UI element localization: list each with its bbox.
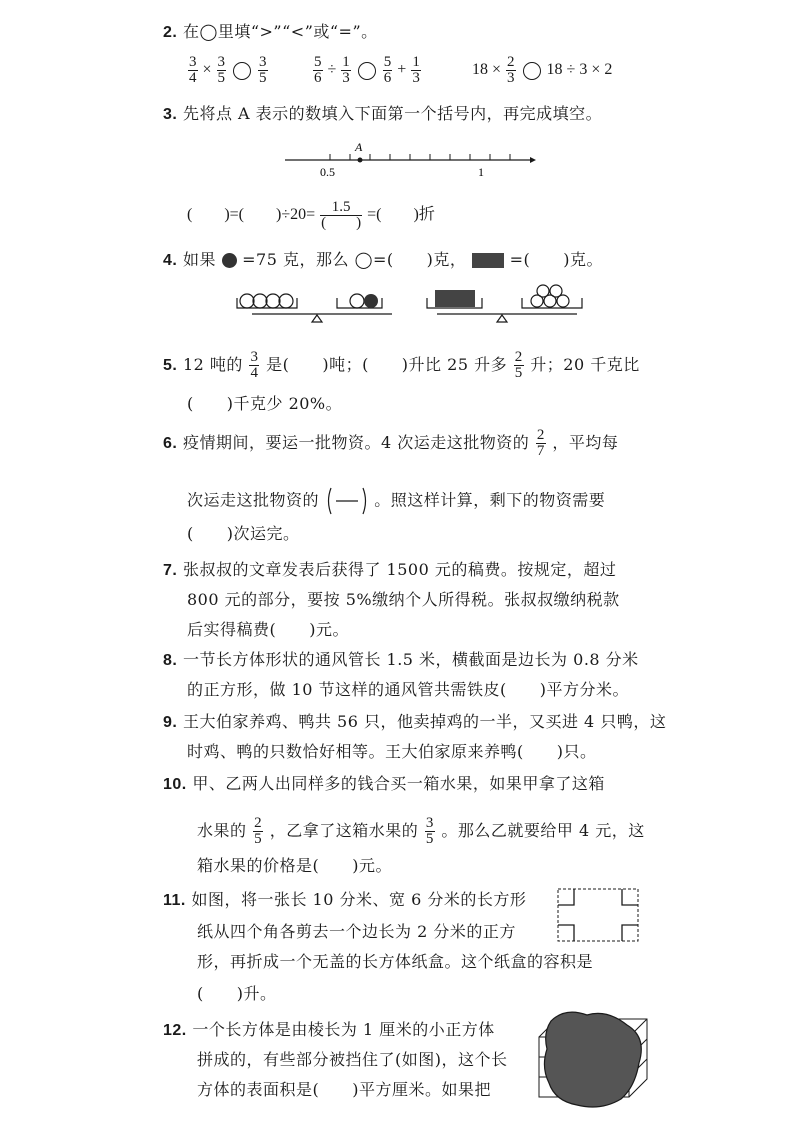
q2-expr-1: $\frac{3}{4}$ × $\frac{3}{5}$ $\frac{3}{5}$ bbox=[189, 54, 267, 86]
q11-line-2: 纸从四个角各剪去一个边长为 2 分米的正方 bbox=[197, 922, 516, 941]
q9-line-1: 9. 王大伯家养鸡、鸭共 56 只，他卖掉鸡的一半，又买进 4 只鸭，这 bbox=[163, 712, 667, 731]
q9-line-2: 时鸡、鸭的只数恰好相等。王大伯家原来养鸭( )只。 bbox=[187, 742, 597, 761]
q10-line-1: 10. 甲、乙两人出同样多的钱合买一箱水果，如果甲拿了这箱 bbox=[163, 774, 605, 793]
q12-line-1: 12. 一个长方体是由棱长为 1 厘米的小正方体 bbox=[163, 1020, 495, 1039]
cuboid-with-blob-figure bbox=[535, 1007, 653, 1111]
compare-circle[interactable] bbox=[233, 62, 251, 80]
q2-stem: 2. 在◯里填“>”“<”或“=”。 bbox=[163, 22, 378, 41]
point-a-label: A bbox=[355, 140, 363, 154]
q2-expr-3: 18 × $\frac{2}{3}$ 18 ÷ 3 × 2 bbox=[472, 54, 613, 86]
q12-line-2: 拼成的，有些部分被挡住了(如图)，这个长 bbox=[197, 1050, 508, 1069]
fraction-blank[interactable] bbox=[325, 486, 369, 516]
q8-line-1: 8. 一节长方体形状的通风管长 1.5 米，横截面是边长为 0.8 分米 bbox=[163, 650, 639, 669]
q2-expr-2: $\frac{5}{6}$ ÷ $\frac{1}{3}$ $\frac{5}{6}$ + $\frac{1}{3}$ bbox=[314, 54, 420, 86]
filled-rectangle-icon bbox=[472, 253, 504, 268]
q3-stem: 3. 先将点 A 表示的数填入下面第一个括号内，再完成填空。 bbox=[163, 104, 603, 123]
q6-line-3: ( )次运完。 bbox=[187, 524, 300, 543]
q5-line-1: 5. 12 吨的 $\frac{3}{4}$ 是( )吨；( )升比 25 升多 $\frac{2}{5}$ 升；20 千克比 bbox=[163, 349, 640, 381]
q12-line-3: 方体的表面积是( )平方厘米。如果把 bbox=[197, 1080, 491, 1099]
tick-label-right: 1 bbox=[478, 165, 484, 179]
q10-line-2: 水果的 $\frac{2}{5}$ ，乙拿了这箱水果的 $\frac{3}{5}$ 。那么乙就要给甲 4 元，这 bbox=[197, 815, 645, 847]
q10-line-3: 箱水果的价格是( )元。 bbox=[197, 856, 392, 875]
q5-line-2: ( )千克少 20%。 bbox=[187, 394, 343, 413]
q6-line-2: 次运走这批物资的 。照这样计算，剩下的物资需要 bbox=[187, 486, 605, 516]
balance-scales-figure bbox=[232, 284, 612, 326]
compare-circle[interactable] bbox=[523, 62, 541, 80]
q11-line-3: 形，再折成一个无盖的长方体纸盒。这个纸盒的容积是 bbox=[197, 952, 594, 971]
q8-line-2: 的正方形，做 10 节这样的通风管共需铁皮( )平方分米。 bbox=[187, 680, 630, 699]
q11-line-1: 11. 如图，将一张长 10 分米、宽 6 分米的长方形 bbox=[163, 890, 527, 909]
q7-line-1: 7. 张叔叔的文章发表后获得了 1500 元的稿费。按规定，超过 bbox=[163, 560, 617, 579]
q7-line-2: 800 元的部分，要按 5%缴纳个人所得税。张叔叔缴纳税款 bbox=[187, 590, 620, 609]
tick-label-left: 0.5 bbox=[320, 165, 335, 179]
q3-fill: ( )=( )÷20= $\frac{1.5}{( )}$ =( )折 bbox=[187, 199, 435, 231]
q4-stem: 4. 如果 =75 克，那么 ◯=( )克， =( )克。 bbox=[163, 250, 603, 269]
q7-line-3: 后实得稿费( )元。 bbox=[187, 620, 349, 639]
q11-line-4: ( )升。 bbox=[197, 984, 277, 1003]
cut-corners-paper-figure bbox=[556, 887, 640, 943]
q6-line-1: 6. 疫情期间，要运一批物资。4 次运走这批物资的 $\frac{2}{7}$ ，平均每 bbox=[163, 427, 619, 459]
number-line bbox=[280, 138, 540, 182]
compare-circle[interactable] bbox=[358, 62, 376, 80]
point-a-dot bbox=[358, 158, 363, 163]
filled-circle-icon bbox=[222, 253, 237, 268]
